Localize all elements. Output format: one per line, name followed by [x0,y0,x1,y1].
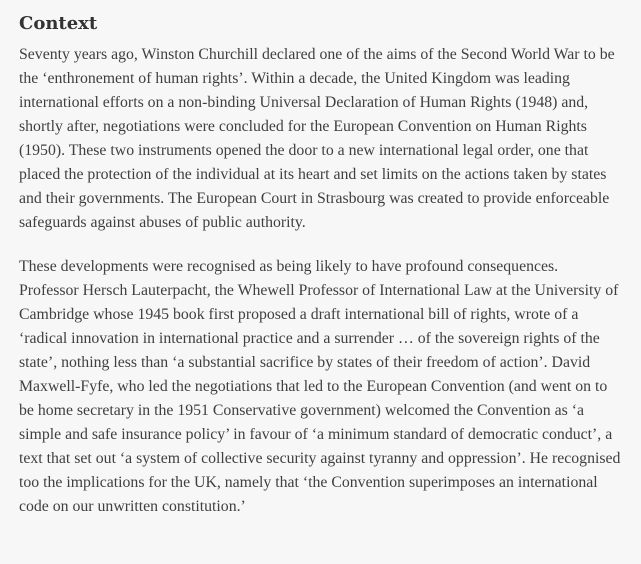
paragraph-2: These developments were recognised as being likely to have profound consequences. Professor Hersch Lauterpacht, the Whewell Professor of International Law at the University of Cambridge whose 1945 book first proposed a draft international bill of rights, wrote of a ‘radical innovation in international practice and a surrender … of the sovereign rights of the state’, nothing less than ‘a substantial sacrifice by states of their freedom of action’. David Maxwell-Fyfe, who led the negotiations that led to the European Convention (and went on to be home secretary in the 1951 Conservative government) welcomed the Convention as ‘a simple and safe insurance policy’ in favour of ‘a minimum standard of democratic conduct’, a text that set out ‘a system of collective security against tyranny and oppression’. He recognised too the implications for the UK, namely that ‘the Convention superimposes an international code on our unwritten constitution.’ [19,258,621,515]
paragraph-1: Seventy years ago, Winston Churchill declared one of the aims of the Second World War to be the ‘enthronement of human rights’. Within a decade, the United Kingdom was leading international efforts on a non-binding Universal Declaration of Human Rights (1948) and, shortly after, negotiations were concluded for the European Convention on Human Rights (1950). These two instruments opened the door to a new international legal order, one that placed the protection of the individual at its heart and set limits on the actions taken by states and their governments. The European Court in Strasbourg was created to provide enforceable safeguards against abuses of public authority. [19,46,615,231]
section-heading: Context [19,13,98,34]
